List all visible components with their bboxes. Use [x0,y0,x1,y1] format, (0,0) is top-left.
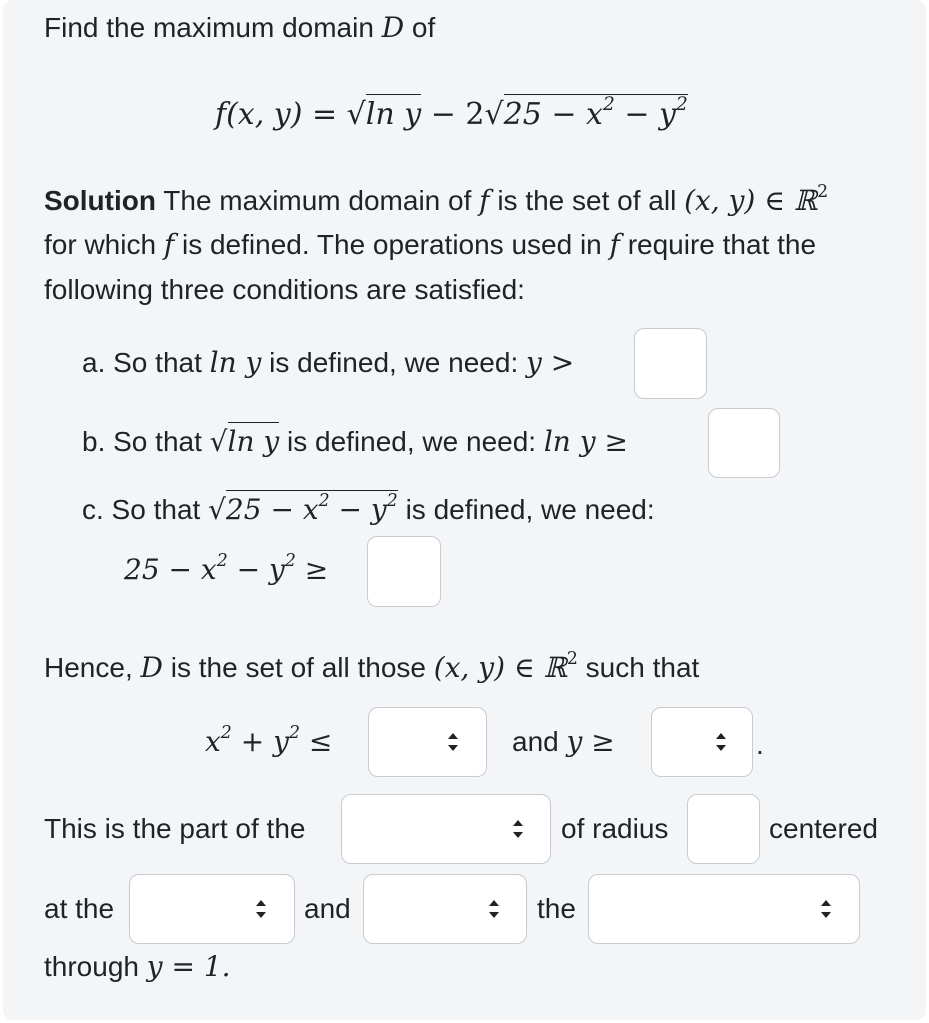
y-bound-select[interactable] [651,707,753,777]
updown-chevron-icon [447,731,459,753]
problem-intro: Find the maximum domain D of [44,11,436,44]
updown-chevron-icon [820,898,832,920]
description-through: through y = 1. [44,950,231,983]
hence-line: Hence, D is the set of all those (x, y) ∈ ℝ$^2$ such that [44,648,700,684]
description-text-c: centered [769,813,878,844]
radius-squared-select[interactable] [368,707,487,777]
function-definition: f(x, y) = √ln $y - 2√25 - x^2 - y^2$ [215,94,688,132]
radius-input[interactable] [687,794,760,864]
solution-line-1: Solution The maximum domain of f is the set of all (x, y) ∈ ℝ$^2$ [44,181,829,217]
condition-b-input[interactable] [708,408,780,478]
description-text-a: This is the part of the [44,813,306,844]
description-the: the [537,893,576,924]
position-select[interactable] [363,874,527,944]
hence-and-y: and y ≥ [512,725,615,758]
description-text-b: of radius [561,813,669,844]
solution-line-2: for which f is defined. The operations used in f require that the [44,228,817,261]
condition-b: b. So that √ln y is defined, we need: ln y ≥ [82,425,628,459]
condition-c-inequality: $25 - x^2 - y^2$ ≥ [124,550,329,586]
updown-chevron-icon [255,898,267,920]
condition-c-input[interactable] [367,536,441,607]
condition-a: a. So that ln y is defined, we need: y > [82,346,575,379]
solution-line-3: following three conditions are satisfied: [44,274,525,305]
condition-c: c. So that $√25 - x^2 - y^2$ is defined, we need: [82,490,655,526]
updown-chevron-icon [715,731,727,753]
description-and: and [304,893,351,924]
center-select[interactable] [129,874,295,944]
hence-inequality-1: $x^2 + y^2$ ≤ [205,722,333,758]
hence-period: . [756,729,764,760]
updown-chevron-icon [512,818,524,840]
shape-select[interactable] [341,794,551,864]
updown-chevron-icon [488,898,500,920]
boundary-select[interactable] [588,874,860,944]
condition-a-input[interactable] [634,328,707,399]
description-at-the: at the [44,893,115,924]
